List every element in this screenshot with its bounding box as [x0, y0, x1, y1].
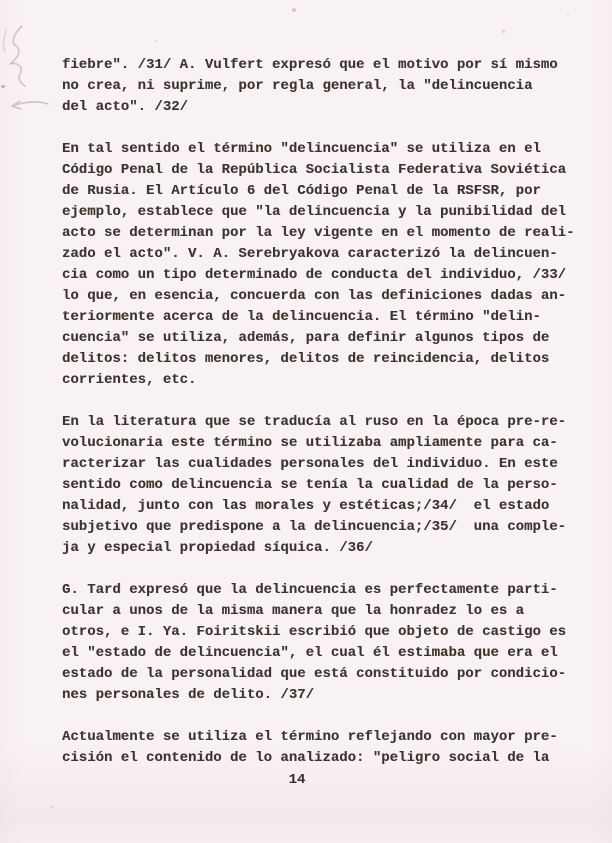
- text-line: teriormente acerca de la delincuencia. El término "delin-: [62, 309, 541, 325]
- text-line: no crea, ni suprime, por regla general, la "delincuencia: [62, 78, 533, 94]
- text-line: delitos: delitos menores, delitos de reincidencia, delitos: [62, 351, 550, 367]
- pencil-arrow-icon: [12, 101, 48, 109]
- text-line: lo que, en esencia, concuerda con las definiciones dadas an-: [62, 288, 567, 304]
- text-line: fiebre". /31/ A. Vulfert expresó que el motivo por sí mismo: [62, 57, 558, 73]
- scan-speck: [502, 30, 505, 33]
- text-line: Código Penal de la República Socialista Federativa Soviética: [62, 162, 567, 178]
- scan-speck: [154, 40, 157, 42]
- text-line: cia como un tipo determinado de conducta del individuo, /33/: [62, 267, 567, 283]
- text-line: nalidad, junto con las morales y estéticas;/34/ el estado: [62, 498, 550, 514]
- text-line: En la literatura que se traducía al ruso en la época pre-re-: [62, 414, 567, 430]
- text-line: corrientes, etc.: [62, 372, 197, 388]
- scan-speck: [567, 14, 569, 16]
- scan-speck: [1, 85, 5, 88]
- scan-speck: [50, 806, 54, 808]
- text-line: cuencia" se utiliza, además, para definir algunos tipos de: [62, 330, 550, 346]
- document-text: [62, 55, 582, 790]
- text-line: G. Tard expresó que la delincuencia es perfectamente parti-: [62, 582, 558, 598]
- paragraph: [62, 412, 582, 559]
- text-line: subjetivo que predispone a la delincuencia;/35/ una comple-: [62, 519, 567, 535]
- page-number: 14: [288, 772, 306, 788]
- paragraph: [62, 139, 582, 391]
- text-line: de Rusia. El Artículo 6 del Código Penal de la RSFSR, por: [62, 183, 541, 199]
- text-line: acto se determinan por la ley vigente en el momento de reali-: [62, 225, 575, 241]
- text-line: ejemplo, establece que "la delincuencia y la punibilidad del: [62, 204, 567, 220]
- text-line: ja y especial propiedad síquica. /36/: [62, 540, 373, 556]
- scan-speck: [292, 8, 296, 12]
- paragraph: [62, 727, 582, 769]
- pencil-marginalia: [0, 0, 70, 130]
- text-line: sentido como delincuencia se tenía la cualidad de la perso-: [62, 477, 558, 493]
- text-line: estado de la personalidad que está constituido por condicio-: [62, 666, 567, 682]
- paragraph: [62, 55, 582, 118]
- paragraph: [62, 580, 582, 706]
- text-line: Actualmente se utiliza el término reflejando con mayor pre-: [62, 729, 558, 745]
- text-line: volucionaria este término se utilizaba ampliamente para ca-: [62, 435, 558, 451]
- text-line: cisión el contenido de lo analizado: "peligro social de la: [62, 750, 550, 766]
- text-line: En tal sentido el término "delincuencia" se utiliza en el: [62, 141, 541, 157]
- text-line: nes personales de delito. /37/: [62, 687, 315, 703]
- text-line: zado el acto". V. A. Serebryakova caracterizó la delincuen-: [62, 246, 558, 262]
- pencil-scribble-icon: [3, 30, 6, 52]
- text-line: el "estado de delincuencia", el cual él estimaba que era el: [62, 645, 558, 661]
- text-line: otros, e I. Ya. Foiritskii escribió que objeto de castigo es: [62, 624, 567, 640]
- text-line: racterizar las cualidades personales del individuo. En este: [62, 456, 558, 472]
- pencil-scribble-icon: [10, 26, 25, 86]
- text-line: del acto". /32/: [62, 99, 189, 115]
- text-line: cular a unos de la misma manera que la honradez lo es a: [62, 603, 525, 619]
